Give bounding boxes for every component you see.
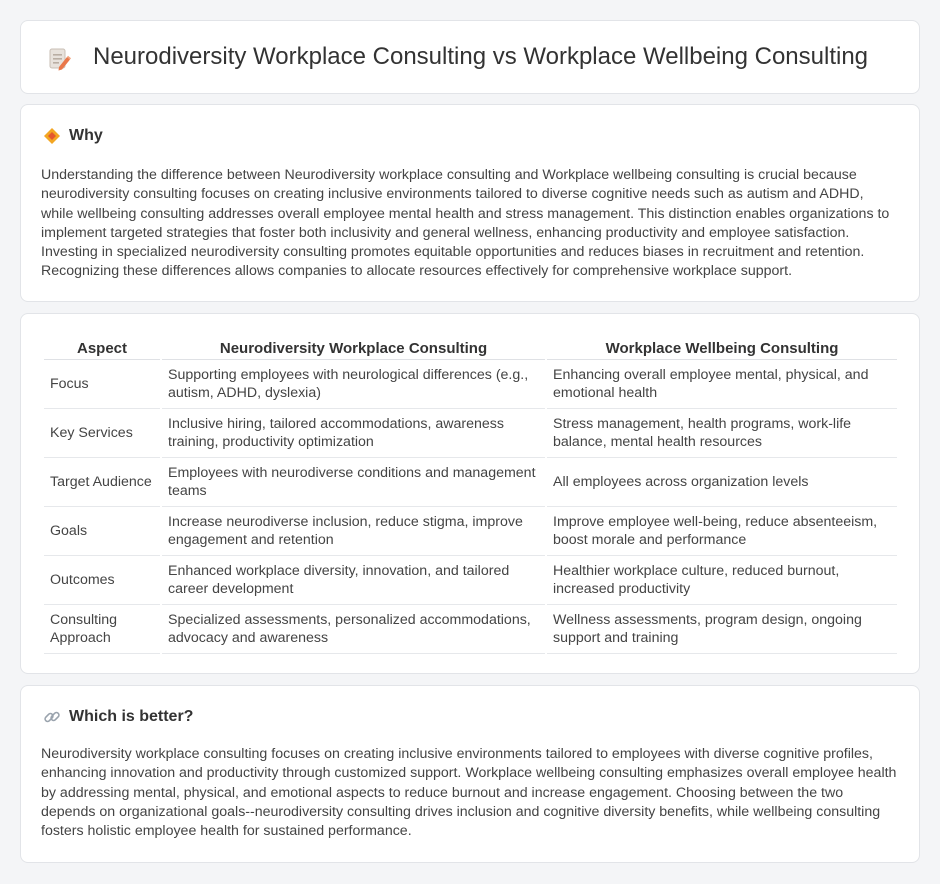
row-wellbeing: Stress management, health programs, work-life balance, mental health resources [547,409,897,458]
row-neurodiversity: Supporting employees with neurological differences (e.g., autism, ADHD, dyslexia) [162,360,545,409]
row-aspect: Target Audience [44,458,160,507]
comparison-table [42,334,899,654]
why-text: Understanding the difference between Neurodiversity workplace consulting and Workplace wellbeing consulting is crucial because neurodiversity consulting focuses on creating inclusive environments tailored to diverse cognitive needs such as autism and ADHD, while wellbeing consulting addresses overall employee mental health and stress management. This distinction enables organizations to implement targeted strategies that foster both inclusivity and general wellness, enhancing productivity and employee satisfaction. Investing in specialized neurodiversity consulting promotes equitable opportunities and reduces biases in recruitment and retention. Recognizing these differences allows companies to allocate resources effectively for comprehensive workplace support. [41,167,890,280]
row-neurodiversity: Increase neurodiverse inclusion, reduce stigma, improve engagement and retention [162,507,545,556]
row-wellbeing: Wellness assessments, program design, ongoing support and training [547,605,897,654]
document-pencil-icon [46,46,72,72]
row-neurodiversity: Specialized assessments, personalized accommodations, advocacy and awareness [162,605,545,654]
table-header-row [44,334,897,360]
header-wellbeing: Workplace Wellbeing Consulting [547,334,897,360]
header-aspect: Aspect [44,334,160,360]
table-row [44,409,897,458]
row-aspect: Goals [44,507,160,556]
title-card [20,20,920,94]
which-better-section [20,685,920,863]
table-row [44,507,897,556]
diamond-icon [43,127,61,145]
row-wellbeing: Improve employee well-being, reduce absenteeism, boost morale and performance [547,507,897,556]
why-section [20,104,920,302]
page-title: Neurodiversity Workplace Consulting vs Workplace Wellbeing Consulting [93,43,869,70]
row-aspect: Consulting Approach [44,605,160,654]
header-neurodiversity: Neurodiversity Workplace Consulting [162,334,545,360]
row-neurodiversity: Enhanced workplace diversity, innovation, and tailored career development [162,556,545,605]
row-neurodiversity: Employees with neurodiverse conditions and management teams [162,458,545,507]
row-wellbeing: Healthier workplace culture, reduced burnout, increased productivity [547,556,897,605]
better-heading: Which is better? [69,708,194,725]
row-wellbeing: All employees across organization levels [547,458,897,507]
why-heading: Why [69,127,103,144]
why-header [43,127,103,145]
row-aspect: Key Services [44,409,160,458]
table-row [44,556,897,605]
row-wellbeing: Enhancing overall employee mental, physical, and emotional health [547,360,897,409]
row-aspect: Focus [44,360,160,409]
link-icon [43,708,61,726]
better-header [43,708,193,726]
row-neurodiversity: Inclusive hiring, tailored accommodations, awareness training, productivity optimization [162,409,545,458]
table-row [44,458,897,507]
comparison-table-card [20,313,920,674]
table-row [44,605,897,654]
better-text: Neurodiversity workplace consulting focuses on creating inclusive environments tailored to employees with diverse cognitive profiles, enhancing innovation and productivity through customized support. Workplace wellbeing consulting emphasizes overall employee health by addressing mental, physical, and emotional aspects to reduce burnout and increase engagement. Choosing between the two depends on organizational goals--neurodiversity consulting drives inclusion and cognitive diversity benefits, while wellbeing consulting fosters holistic employee health for sustained performance. [41,746,897,840]
row-aspect: Outcomes [44,556,160,605]
table-row [44,360,897,409]
